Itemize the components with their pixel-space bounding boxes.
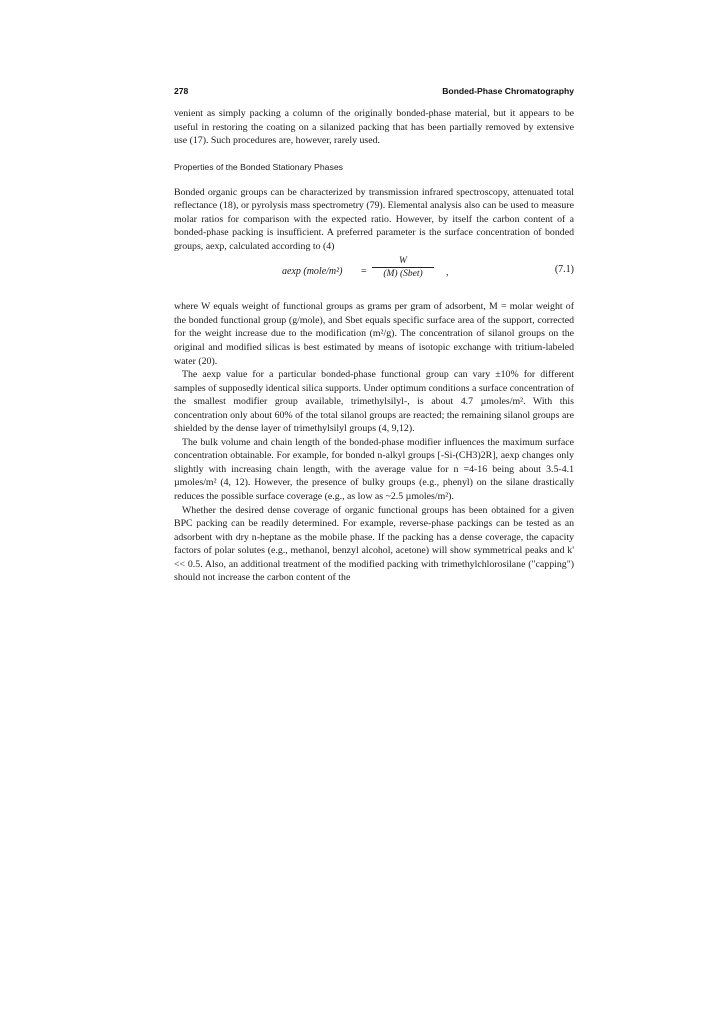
equation-equals: = (361, 266, 367, 278)
page-number: 278 (174, 86, 189, 96)
equation-number: (7.1) (554, 264, 574, 276)
paragraph-characterization: Bonded organic groups can be characterized by transmission infrared spectroscopy, attenuated total reflectance (18), or pyrolysis mass spectrometry (79). Elemental analysis also can be used to measure molar ratios for comparison with the expected ratio. However, by itself the carbon content of a bonded-phase packing is insufficient. A preferred parameter is the surface concentration of bonded groups, aexp, calculated according to (4) (174, 186, 574, 252)
equation-numerator: W (399, 256, 407, 267)
equation-lhs: aexp (mole/m²) (282, 266, 343, 278)
paragraph-definitions: where W equals weight of functional groups as grams per gram of adsorbent, M = molar weight of the bonded functional group (g/mole), and Sbet equals specific surface area of the support, corrected for the weight increase due to the modification (m²/g). The concentration of silanol groups on the original and modified silicas is best estimated by means of isotopic exchange with tritium-labeled water (20). (174, 301, 574, 367)
paragraph-coverage-test: Whether the desired dense coverage of organic functional groups has been obtained for a given BPC packing can be readily determined. For example, reverse-phase packings can be tested as an adsorbent with dry n-heptane as the mobile phase. If the packing has a dense coverage, the capacity factors of polar solutes (e.g., methanol, benzyl alcohol, acetone) will show symmetrical peaks and k' << 0.5. Also, an additional treatment of the modified packing with trimethylchlorosilane ("capping") should not increase the carbon content of the (174, 504, 574, 584)
equation-comma: , (446, 267, 449, 279)
document-page (174, 86, 574, 585)
running-header (174, 86, 574, 96)
paragraph-bulk-volume: The bulk volume and chain length of the bonded-phase modifier influences the maximum surface concentration obtainable. For example, for bonded n-alkyl groups [-Si-(CH3)2R], aexp changes only slightly with increasing chain length, with the average value for n =4-16 being about 3.5-4.1 µmoles/m² (4, 12). However, the presence of bulky groups (e.g., phenyl) on the silane drastically reduces the possible surface coverage (e.g., as low as ~2.5 µmoles/m²). (174, 436, 574, 503)
equation-denominator: (M) (Sbet) (383, 269, 423, 280)
section-heading: Properties of the Bonded Stationary Phases (174, 161, 344, 172)
paragraph-aexp-variation: The aexp value for a particular bonded-phase functional group can vary ±10% for different samples of supposedly identical silica supports. Under optimum conditions a surface concentration of the smallest modifier group available, trimethylsilyl-, is about 4.7 µmoles/m². With this concentration only about 60% of the total silanol groups are reacted; the remaining silanol groups are shielded by the dense layer of trimethylsilyl groups (4, 9,12). (174, 369, 574, 435)
equation-7-1 (174, 257, 574, 291)
equation-fraction (372, 256, 434, 279)
running-title: Bonded-Phase Chromatography (442, 86, 574, 96)
paragraph-continuation: venient as simply packing a column of the originally bonded-phase material, but it appears to be useful in restoring the coating on a silanized packing that has been partially removed by extensive use (17). Such procedures are, however, rarely used. (174, 108, 574, 147)
